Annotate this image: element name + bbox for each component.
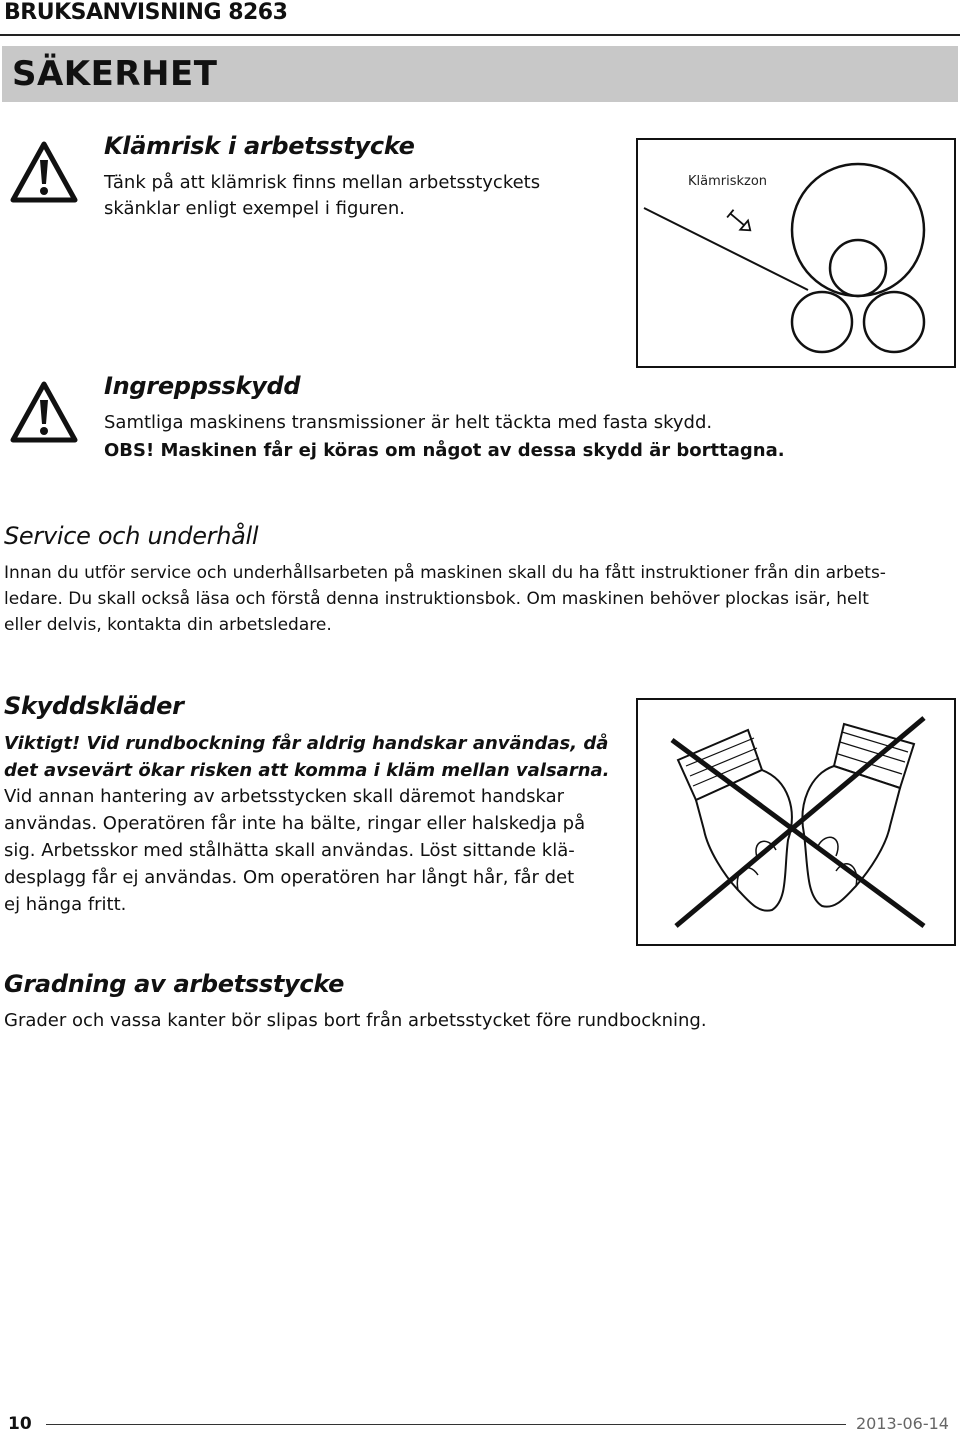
clothing-text-line2: användas. Operatören får inte ha bälte, ringar eller halskedja på xyxy=(4,813,586,834)
service-text-line2: ledare. Du skall också läsa och förstå denna instruktionsbok. Om maskinen behöver plockas isär, helt xyxy=(4,589,869,609)
clothing-important-line1: Viktigt! Vid rundbockning får aldrig handskar användas, då xyxy=(4,733,609,754)
guard-text-line1: Samtliga maskinens transmissioner är helt täckta med fasta skydd. xyxy=(104,412,713,433)
deburr-heading: Gradning av arbetsstycke xyxy=(4,970,345,998)
document-date: 2013-06-14 xyxy=(856,1414,949,1433)
clothing-important-line2: det avsevärt ökar risken att komma i kläm mellan valsarna. xyxy=(4,760,610,781)
pinch-text-line2: skänklar enligt exempel i figuren. xyxy=(104,198,405,219)
pinch-heading: Klämrisk i arbetsstycke xyxy=(104,132,415,160)
warning-icon xyxy=(10,140,78,208)
gloves-illustration xyxy=(638,700,954,944)
pinch-text-line1: Tänk på att klämrisk finns mellan arbetsstyckets xyxy=(104,172,541,193)
footer-divider xyxy=(46,1424,846,1425)
section-title: SÄKERHET xyxy=(12,54,218,94)
section-banner xyxy=(2,46,958,102)
warning-icon xyxy=(10,380,78,448)
clothing-text-line1: Vid annan hantering av arbetsstycken skall däremot handskar xyxy=(4,786,565,807)
service-text-line3: eller delvis, kontakta din arbetsledare. xyxy=(4,615,332,635)
pinch-zone-label: Klämriskzon xyxy=(688,174,768,189)
pinch-zone-figure xyxy=(636,138,956,368)
deburr-text-line1: Grader och vassa kanter bör slipas bort från arbetsstycket före rundbockning. xyxy=(4,1010,707,1031)
header-divider xyxy=(0,34,960,36)
service-heading: Service och underhåll xyxy=(4,522,259,550)
guard-warning: OBS! Maskinen får ej köras om något av dessa skydd är borttagna. xyxy=(104,440,785,461)
document-title: BRUKSANVISNING 8263 xyxy=(4,0,288,25)
guard-heading: Ingreppsskydd xyxy=(104,372,301,400)
clothing-heading: Skyddskläder xyxy=(4,692,184,720)
page-number: 10 xyxy=(8,1414,32,1434)
clothing-text-line4: desplagg får ej användas. Om operatören har långt hår, får det xyxy=(4,867,575,888)
clothing-text-line3: sig. Arbetsskor med stålhätta skall användas. Löst sittande klä- xyxy=(4,840,575,861)
clothing-text-line5: ej hänga fritt. xyxy=(4,894,127,915)
service-text-line1: Innan du utför service och underhållsarbeten på maskinen skall du ha fått instruktioner från din arbets- xyxy=(4,563,886,583)
no-gloves-figure xyxy=(636,698,956,946)
